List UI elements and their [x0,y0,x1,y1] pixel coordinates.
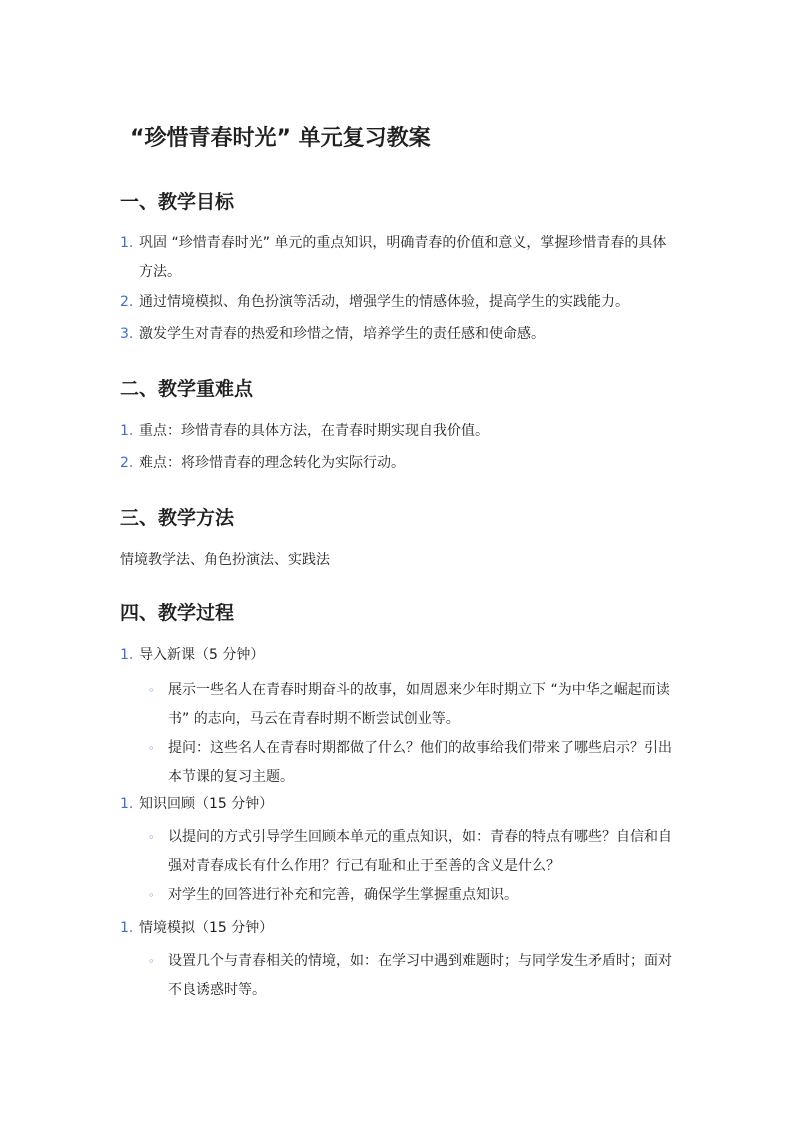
bullet-text: 对学生的回答进行补充和完善，确保学生掌握重点知识。 [168,887,518,903]
bullet-text: 以提问的方式引导学生回顾本单元的重点知识，如：青春的特点有哪些？自信和自强对青春成长有什么作用？行己有耻和止于至善的含义是什么？ [168,829,672,874]
methods-paragraph: 情境教学法、角色扮演法、实践法 [120,552,330,568]
list-item [120,320,680,349]
bullet-item [148,676,678,734]
list-number: 2. [120,455,134,471]
bullet-item [148,823,678,881]
list-number: 1. [120,235,134,251]
list-item [120,449,680,478]
list-number: 1. [120,423,134,439]
process-step [120,641,680,670]
bullet-mark: ◦ [148,831,155,844]
list-item [120,417,680,446]
bullet-mark: ◦ [148,684,155,697]
process-step [120,914,680,943]
list-number: 1. [120,796,134,812]
bullet-item [148,734,678,792]
process-step-title: 导入新课（5 分钟） [139,647,265,663]
bullet-text: 展示一些名人在青春时期奋斗的故事，如周恩来少年时期立下 “为中华之崛起而读书” 的志向，马云在青春时期不断尝试创业等。 [168,682,670,727]
page-title: “珍惜青春时光” 单元复习教案 [130,126,431,151]
bullet-text: 设置几个与青春相关的情境，如：在学习中遇到难题时；与同学发生矛盾时；面对不良诱惑时等。 [168,953,672,998]
process-step-title: 知识回顾（15 分钟） [139,796,274,812]
list-number: 2. [120,294,134,310]
bullet-item [148,947,678,1005]
section-heading-process: 四、教学过程 [120,602,235,624]
bullet-mark: ◦ [148,889,155,902]
list-item-text: 巩固 “珍惜青春时光” 单元的重点知识，明确青春的价值和意义，掌握珍惜青春的具体方法。 [139,235,667,280]
list-item-text: 通过情境模拟、角色扮演等活动，增强学生的情感体验，提高学生的实践能力。 [139,294,629,310]
list-number: 1. [120,647,134,663]
section-heading-methods: 三、教学方法 [120,507,235,529]
section-heading-key-points: 二、教学重难点 [120,378,254,400]
list-number: 1. [120,920,134,936]
process-step-title: 情境模拟（15 分钟） [139,920,274,936]
list-item-text: 重点：珍惜青春的具体方法，在青春时期实现自我价值。 [139,423,489,439]
process-step [120,790,680,819]
bullet-item [148,881,678,910]
bullet-text: 提问：这些名人在青春时期都做了什么？他们的故事给我们带来了哪些启示？引出本节课的复习主题。 [168,740,672,785]
list-item-text: 激发学生对青春的热爱和珍惜之情，培养学生的责任感和使命感。 [139,326,545,342]
bullet-mark: ◦ [148,742,155,755]
list-item-text: 难点：将珍惜青春的理念转化为实际行动。 [139,455,405,471]
list-item [120,229,680,287]
list-item [120,288,680,317]
bullet-mark: ◦ [148,955,155,968]
section-heading-objectives: 一、教学目标 [120,191,235,213]
list-number: 3. [120,326,134,342]
